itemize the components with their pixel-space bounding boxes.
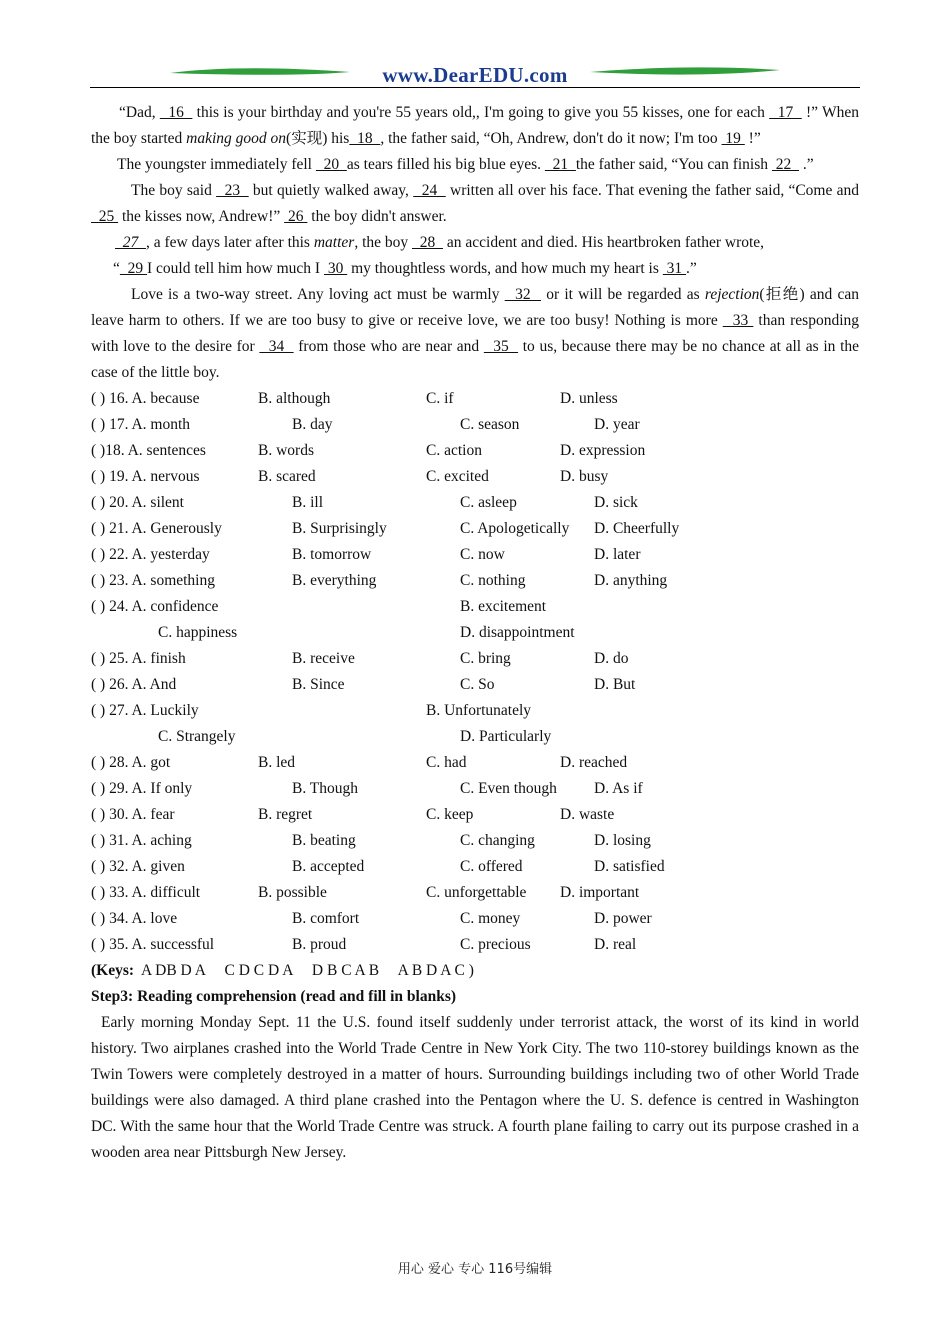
question-row [91,412,859,438]
keys-text: A DB D A C D C D A D B C A B A B D A C ) [134,962,474,979]
option-c: C. precious [460,936,531,953]
option-d: D. unless [560,390,618,407]
option-c: C. asleep [460,494,517,511]
answer-keys [91,958,859,984]
question-stem: ( ) 22. A. yesterday [91,546,210,563]
option-d: D. important [560,884,640,901]
option-b: B. Since [292,676,345,693]
question-row [91,594,859,620]
passage-paragraph-1: “Dad, 16 this is your birthday and you're 55 years old,, I'm going to give you 55 kisses, one for each 17 !” When the boy started making good on(实现) his 18 , the father said, “Oh, Andrew, don't do it now; I'm too 19 !” [91,104,860,147]
question-row [91,698,859,724]
option-c: C. Apologetically [460,520,570,537]
question-row-continued [91,724,859,750]
question-stem: ( ) 26. A. And [91,676,177,693]
option-c: C. action [426,442,482,459]
option-c: C. offered [460,858,523,875]
option-c: C. now [460,546,505,563]
option-d: D. waste [560,806,615,823]
question-stem: ( ) 28. A. got [91,754,171,771]
question-list [91,646,859,698]
option-d: D. satisfied [594,858,665,875]
question-stem: ( ) 23. A. something [91,572,215,589]
question-stem: ( ) 35. A. successful [91,936,215,953]
option-d: D. As if [594,780,643,797]
option-b: B. ill [292,494,324,511]
question-stem: ( ) 31. A. aching [91,832,192,849]
keys-label: (Keys: [91,962,135,979]
option-c: C. keep [426,806,474,823]
question-stem: ( ) 19. A. nervous [91,468,200,485]
option-d: D. sick [594,494,638,511]
option-c: C. season [460,416,520,433]
option-d: D. reached [560,754,628,771]
option-c: C. unforgettable [426,884,527,901]
option-c: C. changing [460,832,535,849]
option-c: C. happiness [158,624,238,641]
passage-paragraph-3: The boy said 23 but quietly walked away, 24 written all over his face. That evening the father said, “Come and 25 the kisses now, Andrew!” 26 the boy didn't answer. [91,182,860,225]
question-stem: ( ) 33. A. difficult [91,884,201,901]
question-row [91,802,859,828]
question-stem: ( ) 30. A. fear [91,806,175,823]
option-b: B. beating [292,832,356,849]
question-row [91,542,859,568]
question-row [91,464,859,490]
question-row [91,854,859,880]
question-row [91,386,859,412]
option-d: D. real [594,936,637,953]
option-d: D. Cheerfully [594,520,680,537]
passage-paragraph-5: “ 29 I could tell him how much I 30 my thoughtless words, and how much my heart is 31 .” [113,260,697,277]
question-list [91,386,859,594]
header-rule [90,87,860,88]
question-stem: ( ) 27. A. Luckily [91,702,199,719]
question-stem: ( ) 29. A. If only [91,780,193,797]
question-stem: ( ) 20. A. silent [91,494,184,511]
option-d: D. expression [560,442,646,459]
page-content [91,100,859,1166]
passage-paragraph-4: 27 , a few days later after this matter, the boy 28 an accident and died. His heartbroken father wrote, [115,234,765,251]
option-b: B. day [292,416,333,433]
option-c: C. excited [426,468,489,485]
question-row [91,490,859,516]
reading-passage: Early morning Monday Sept. 11 the U.S. found itself suddenly under terrorist attack, the worst of its kind in world history. Two airplanes crashed into the World Trade Centre in New York City. The two 110-storey buildings known as the Twin Towers were completely destroyed in a matter of hours. Surrounding buildings including two of other World Trade buildings were also damaged. A third plane crashed into the Pentagon where the U. S. defence is centred in Washington DC. With the same hour that the World Trade Centre was struck. A fourth plane failing to carry out its purpose crashed in a wooden area near Pittsburgh New Jersey. [91,1014,859,1161]
site-logo-text[interactable]: www.DearEDU.com [382,63,568,87]
option-c: C. Even though [460,780,557,797]
option-b: B. words [258,442,314,459]
question-row [91,906,859,932]
option-d: D. disappointment [460,624,575,641]
option-b: B. everything [292,572,377,589]
option-c: C. So [460,676,495,693]
question-row [91,516,859,542]
option-d: D. year [594,416,640,433]
option-b: B. possible [258,884,327,901]
option-c: C. bring [460,650,511,667]
question-row [91,828,859,854]
option-c: C. had [426,754,467,771]
question-stem: ( ) 32. A. given [91,858,185,875]
option-b: B. Surprisingly [292,520,387,537]
page-header [90,62,860,90]
option-b: B. scared [258,468,316,485]
question-row [91,672,859,698]
option-d: D. do [594,650,629,667]
question-stem: ( ) 17. A. month [91,416,191,433]
question-row [91,776,859,802]
option-d: D. busy [560,468,609,485]
option-b: B. proud [292,936,347,953]
option-b: B. regret [258,806,313,823]
question-stem: ( ) 25. A. finish [91,650,186,667]
question-row [91,646,859,672]
option-d: D. later [594,546,641,563]
option-b: B. excitement [460,598,547,615]
question-row [91,438,859,464]
section-title: Step3: Reading comprehension (read and fill in blanks) [91,988,457,1005]
question-stem: ( ) 34. A. love [91,910,178,927]
option-d: D. Particularly [460,728,552,745]
option-b: B. comfort [292,910,360,927]
option-b: B. receive [292,650,355,667]
option-d: D. power [594,910,652,927]
question-row [91,568,859,594]
page-footer: 用心 爱心 专心 116号编辑 [397,1262,553,1277]
option-c: C. Strangely [158,728,236,745]
option-c: C. if [426,390,454,407]
option-d: D. losing [594,832,651,849]
question-list [91,750,859,958]
question-row-continued [91,620,859,646]
question-stem: ( ) 24. A. confidence [91,598,219,615]
question-row [91,750,859,776]
question-stem: ( ) 16. A. because [91,390,200,407]
option-b: B. tomorrow [292,546,372,563]
option-c: C. money [460,910,521,927]
option-c: C. nothing [460,572,526,589]
option-d: D. But [594,676,636,693]
option-b: B. Though [292,780,359,797]
passage-paragraph-2: The youngster immediately fell 20 as tears filled his big blue eyes. 21 the father said, “You can finish 22 .” [117,156,814,173]
option-b: B. Unfortunately [426,702,532,719]
option-b: B. led [258,754,296,771]
option-d: D. anything [594,572,668,589]
question-stem: ( )18. A. sentences [91,442,206,459]
option-b: B. accepted [292,858,365,875]
option-b: B. although [258,390,331,407]
question-stem: ( ) 21. A. Generously [91,520,222,537]
question-row [91,932,859,958]
passage-paragraph-6: Love is a two-way street. Any loving act must be warmly 32 or it will be regarded as rejection(拒绝) and can leave harm to others. If we are too busy to give or receive love, we are too busy! Nothing is more 33 than responding with love to the desire for 34 from those who are near and 35 to us, because there may be no chance at all as in the case of the little boy. [91,286,860,381]
question-row [91,880,859,906]
